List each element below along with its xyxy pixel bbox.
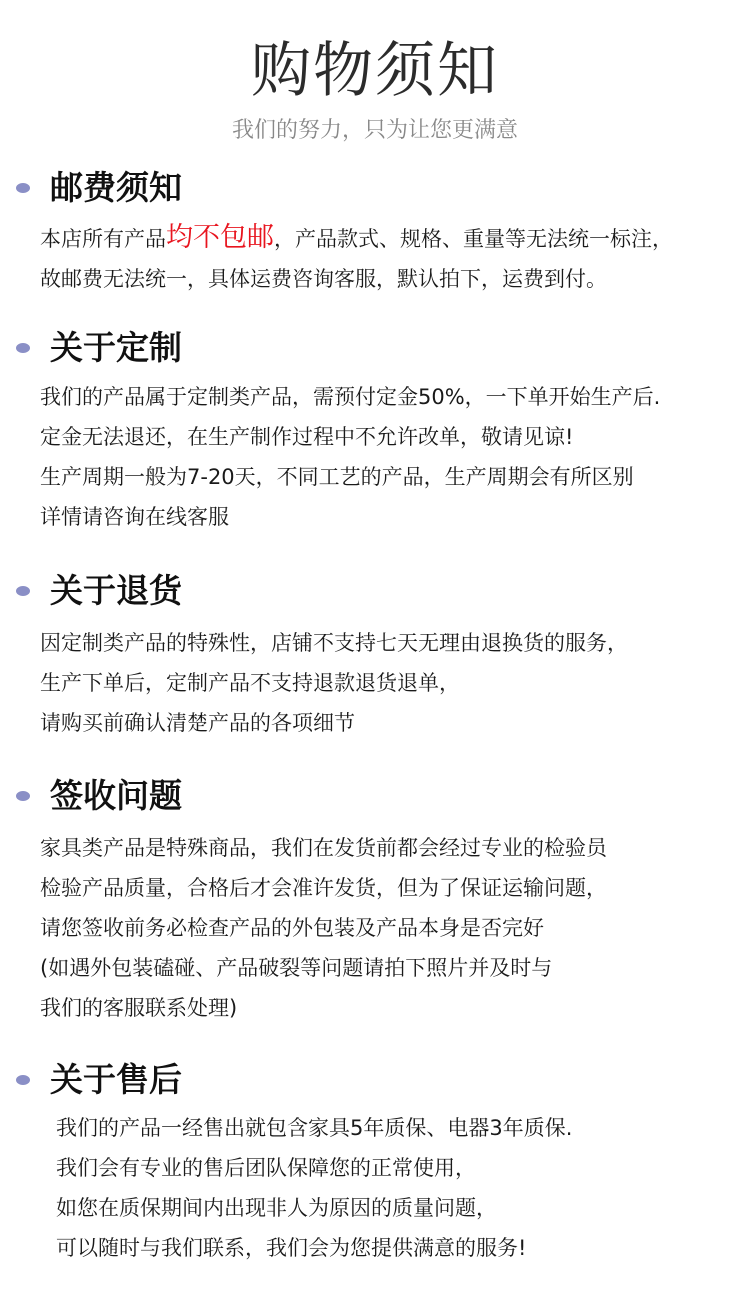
bullet-dot-icon [16,183,30,193]
page-title: 购物须知 [251,36,499,106]
section-body [40,828,750,1028]
section-customization [0,326,750,529]
section-header [0,1058,750,1106]
body-line: 生产下单后，定制产品不支持退款退货退单， [40,671,460,695]
section-body [40,218,750,299]
section-title: 关于定制 [50,328,182,367]
section-title: 关于售后 [50,1060,182,1099]
body-line: 生产周期一般为7-20天，不同工艺的产品，生产周期会有所区别 [40,465,634,489]
body-line: 故邮费无法统一，具体运费咨询客服，默认拍下，运费到付。 [40,267,607,291]
body-line: 我们的客服联系处理) [40,996,238,1020]
section-after-sales [0,1058,750,1260]
section-title: 签收问题 [50,776,182,815]
body-line [40,218,750,259]
section-header [0,774,750,822]
body-line: 定金无法退还，在生产制作过程中不允许改单，敬请见谅! [40,425,574,449]
section-header [0,569,750,617]
bullet-dot-icon [16,1075,30,1085]
bullet-dot-icon [16,586,30,596]
section-shipping [0,166,750,291]
section-body [40,623,750,743]
section-returns [0,569,750,735]
line-text: 本店所有产品 [40,227,166,251]
section-body [56,1108,750,1268]
body-line: (如遇外包装磕碰、产品破裂等问题请拍下照片并及时与 [40,956,553,980]
body-line: 如您在质保期间内出现非人为原因的质量问题， [56,1196,497,1220]
body-line: 因定制类产品的特殊性，店铺不支持七天无理由退换货的服务， [40,631,628,655]
section-title: 关于退货 [50,571,182,610]
section-header [0,166,750,214]
section-header [0,326,750,374]
body-line: 我们会有专业的售后团队保障您的正常使用， [56,1156,476,1180]
section-delivery-inspection [0,774,750,1020]
body-line: 我们的产品一经售出就包含家具5年质保、电器3年质保. [56,1116,573,1140]
body-line: 请您签收前务必检查产品的外包装及产品本身是否完好 [40,916,544,940]
highlight-text: 均不包邮 [166,222,274,253]
body-line: 检验产品质量，合格后才会准许发货，但为了保证运输问题， [40,876,607,900]
body-line: 家具类产品是特殊商品，我们在发货前都会经过专业的检验员 [40,836,607,860]
body-line: 详情请咨询在线客服 [40,505,229,529]
bullet-dot-icon [16,343,30,353]
section-title: 邮费须知 [50,168,182,207]
line-text: ，产品款式、规格、重量等无法统一标注， [274,227,673,251]
bullet-dot-icon [16,791,30,801]
body-line: 可以随时与我们联系，我们会为您提供满意的服务! [56,1236,527,1260]
body-line: 请购买前确认清楚产品的各项细节 [40,711,355,735]
section-body [40,377,750,537]
page-subtitle: 我们的努力，只为让您更满意 [231,118,518,143]
body-line: 我们的产品属于定制类产品，需预付定金50%，一下单开始生产后. [40,385,661,409]
